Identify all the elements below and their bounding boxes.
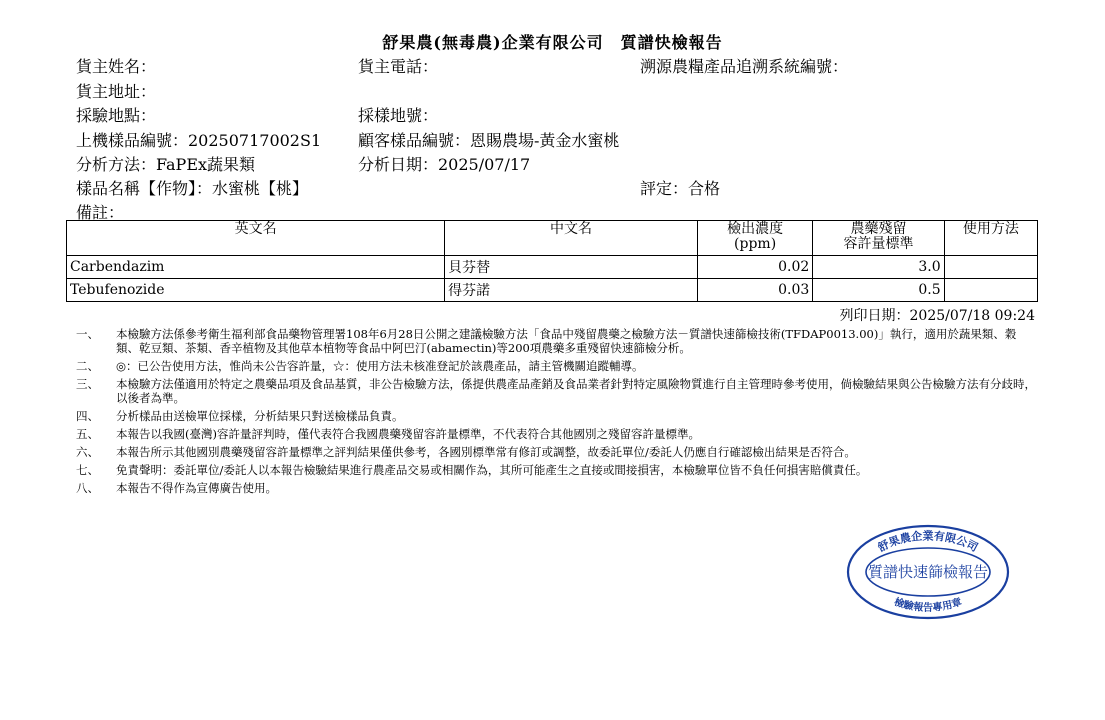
cell-english-name: Carbendazim [67,256,445,279]
owner-phone-field: 貨主電話： [358,57,439,76]
cell-concentration: 0.03 [697,279,812,302]
cell-english-name: Tebufenozide [67,279,445,302]
note-number: 七、 [76,463,99,477]
inspection-stamp [843,520,1013,620]
cell-chinese-name: 貝芬替 [445,256,698,279]
notes-list [76,327,1036,499]
results-table [66,220,1038,302]
cell-mrl: 0.5 [813,279,944,302]
cell-chinese-name: 得芬諾 [445,279,698,302]
sample-number-field: 上機樣品編號：20250717002S1 [76,131,322,150]
note-text: 本檢驗方法僅適用於特定之農藥品項及食品基質，非公告檢驗方法，係提供農產品產銷及食品業者針對特定風險物質進行自主管理時參考使用，倘檢驗結果與公告檢驗方法有分歧時，以後者為準。 [116,377,1036,405]
table-row [67,256,1038,279]
note-number: 八、 [76,481,99,495]
note-text: 分析樣品由送檢單位採樣，分析結果只對送檢樣品負責。 [116,409,404,423]
note-text: 本報告所示其他國別農藥殘留容許量標準之評判結果僅供參考，各國別標準常有修訂或調整，故委託單位/委託人仍應自行確認檢出結果是否符合。 [116,445,856,459]
stamp-center-text: 質譜快速篩檢報告 [867,563,989,581]
owner-name-field: 貨主姓名： [76,57,157,76]
header-chinese-name: 中文名 [445,221,698,256]
note-item [76,481,1036,495]
header-mrl-line2: 容許量標準 [843,236,914,252]
header-english-name: 英文名 [67,221,445,256]
sampling-number-field: 採樣地號： [358,106,439,125]
table-row [67,279,1038,302]
sampling-place-field: 採驗地點： [76,106,157,125]
judgement-field: 評定：合格 [640,179,721,198]
sample-name-field: 樣品名稱【作物】：水蜜桃【桃】 [76,179,309,198]
header-usage: 使用方法 [944,221,1037,256]
header-mrl [813,221,944,256]
note-item [76,463,1036,477]
customer-sample-number-field: 顧客樣品編號：恩賜農場-黃金水蜜桃 [358,131,620,150]
note-item [76,427,1036,441]
note-number: 四、 [76,409,99,423]
note-item [76,327,1036,355]
cell-usage [944,279,1037,302]
report-title: 舒果農(無毒農)企業有限公司 質譜快檢報告 [382,33,723,52]
remark-field: 備註： [76,203,125,222]
note-number: 六、 [76,445,99,459]
note-number: 三、 [76,377,99,391]
stamp-bottom-text: 檢驗報告專用章 [892,596,964,614]
cell-usage [944,256,1037,279]
cell-mrl: 3.0 [813,256,944,279]
note-item [76,359,1036,373]
header-concentration [697,221,812,256]
note-number: 二、 [76,359,99,373]
stamp-top-text: 舒果農企業有限公司 [875,529,981,555]
note-text: 本報告不得作為宣傳廣告使用。 [116,481,277,495]
note-text: 本檢驗方法係參考衛生福利部食品藥物管理署108年6月28日公開之建議檢驗方法「食品中殘留農藥之檢驗方法－質譜快速篩檢技術(TFDAP0013.00)」執行，適用於蔬果類、穀類、乾豆類、茶類、香辛植物及其他草本植物等食品中阿巴汀(abamectin)等200項農藥多重殘留快速篩檢分析。 [116,327,1017,355]
analysis-method-field: 分析方法：FaPEx蔬果類 [76,155,256,174]
table-header-row [67,221,1038,256]
note-number: 五、 [76,427,99,441]
cell-concentration: 0.02 [697,256,812,279]
note-text: 免責聲明：委託單位/委託人以本報告檢驗結果進行農產品交易或相關作為，其所可能產生之直接或間接損害，本檢驗單位皆不負任何損害賠償責任。 [116,463,868,477]
header-concentration-line1: 檢出濃度 [727,221,784,237]
note-item [76,445,1036,459]
print-date: 列印日期：2025/07/18 09:24 [839,308,1035,324]
analysis-date-field: 分析日期：2025/07/17 [358,155,531,174]
note-number: 一、 [76,327,99,341]
note-text: 本報告以我國(臺灣)容許量評判時，僅代表符合我國農藥殘留容許量標準，不代表符合其他國別之殘留容許量標準。 [116,427,700,441]
trace-number-field: 溯源農糧產品追溯系統編號： [640,57,849,76]
header-mrl-line1: 農藥殘留 [850,221,907,237]
header-concentration-line2: (ppm) [734,236,777,252]
note-text: ◎：已公告使用方法，惟尚未公告容許量，☆：使用方法未核准登記於該農產品，請主管機關追蹤輔導。 [116,359,644,373]
owner-address-field: 貨主地址： [76,82,157,101]
note-item [76,377,1036,405]
note-item [76,409,1036,423]
